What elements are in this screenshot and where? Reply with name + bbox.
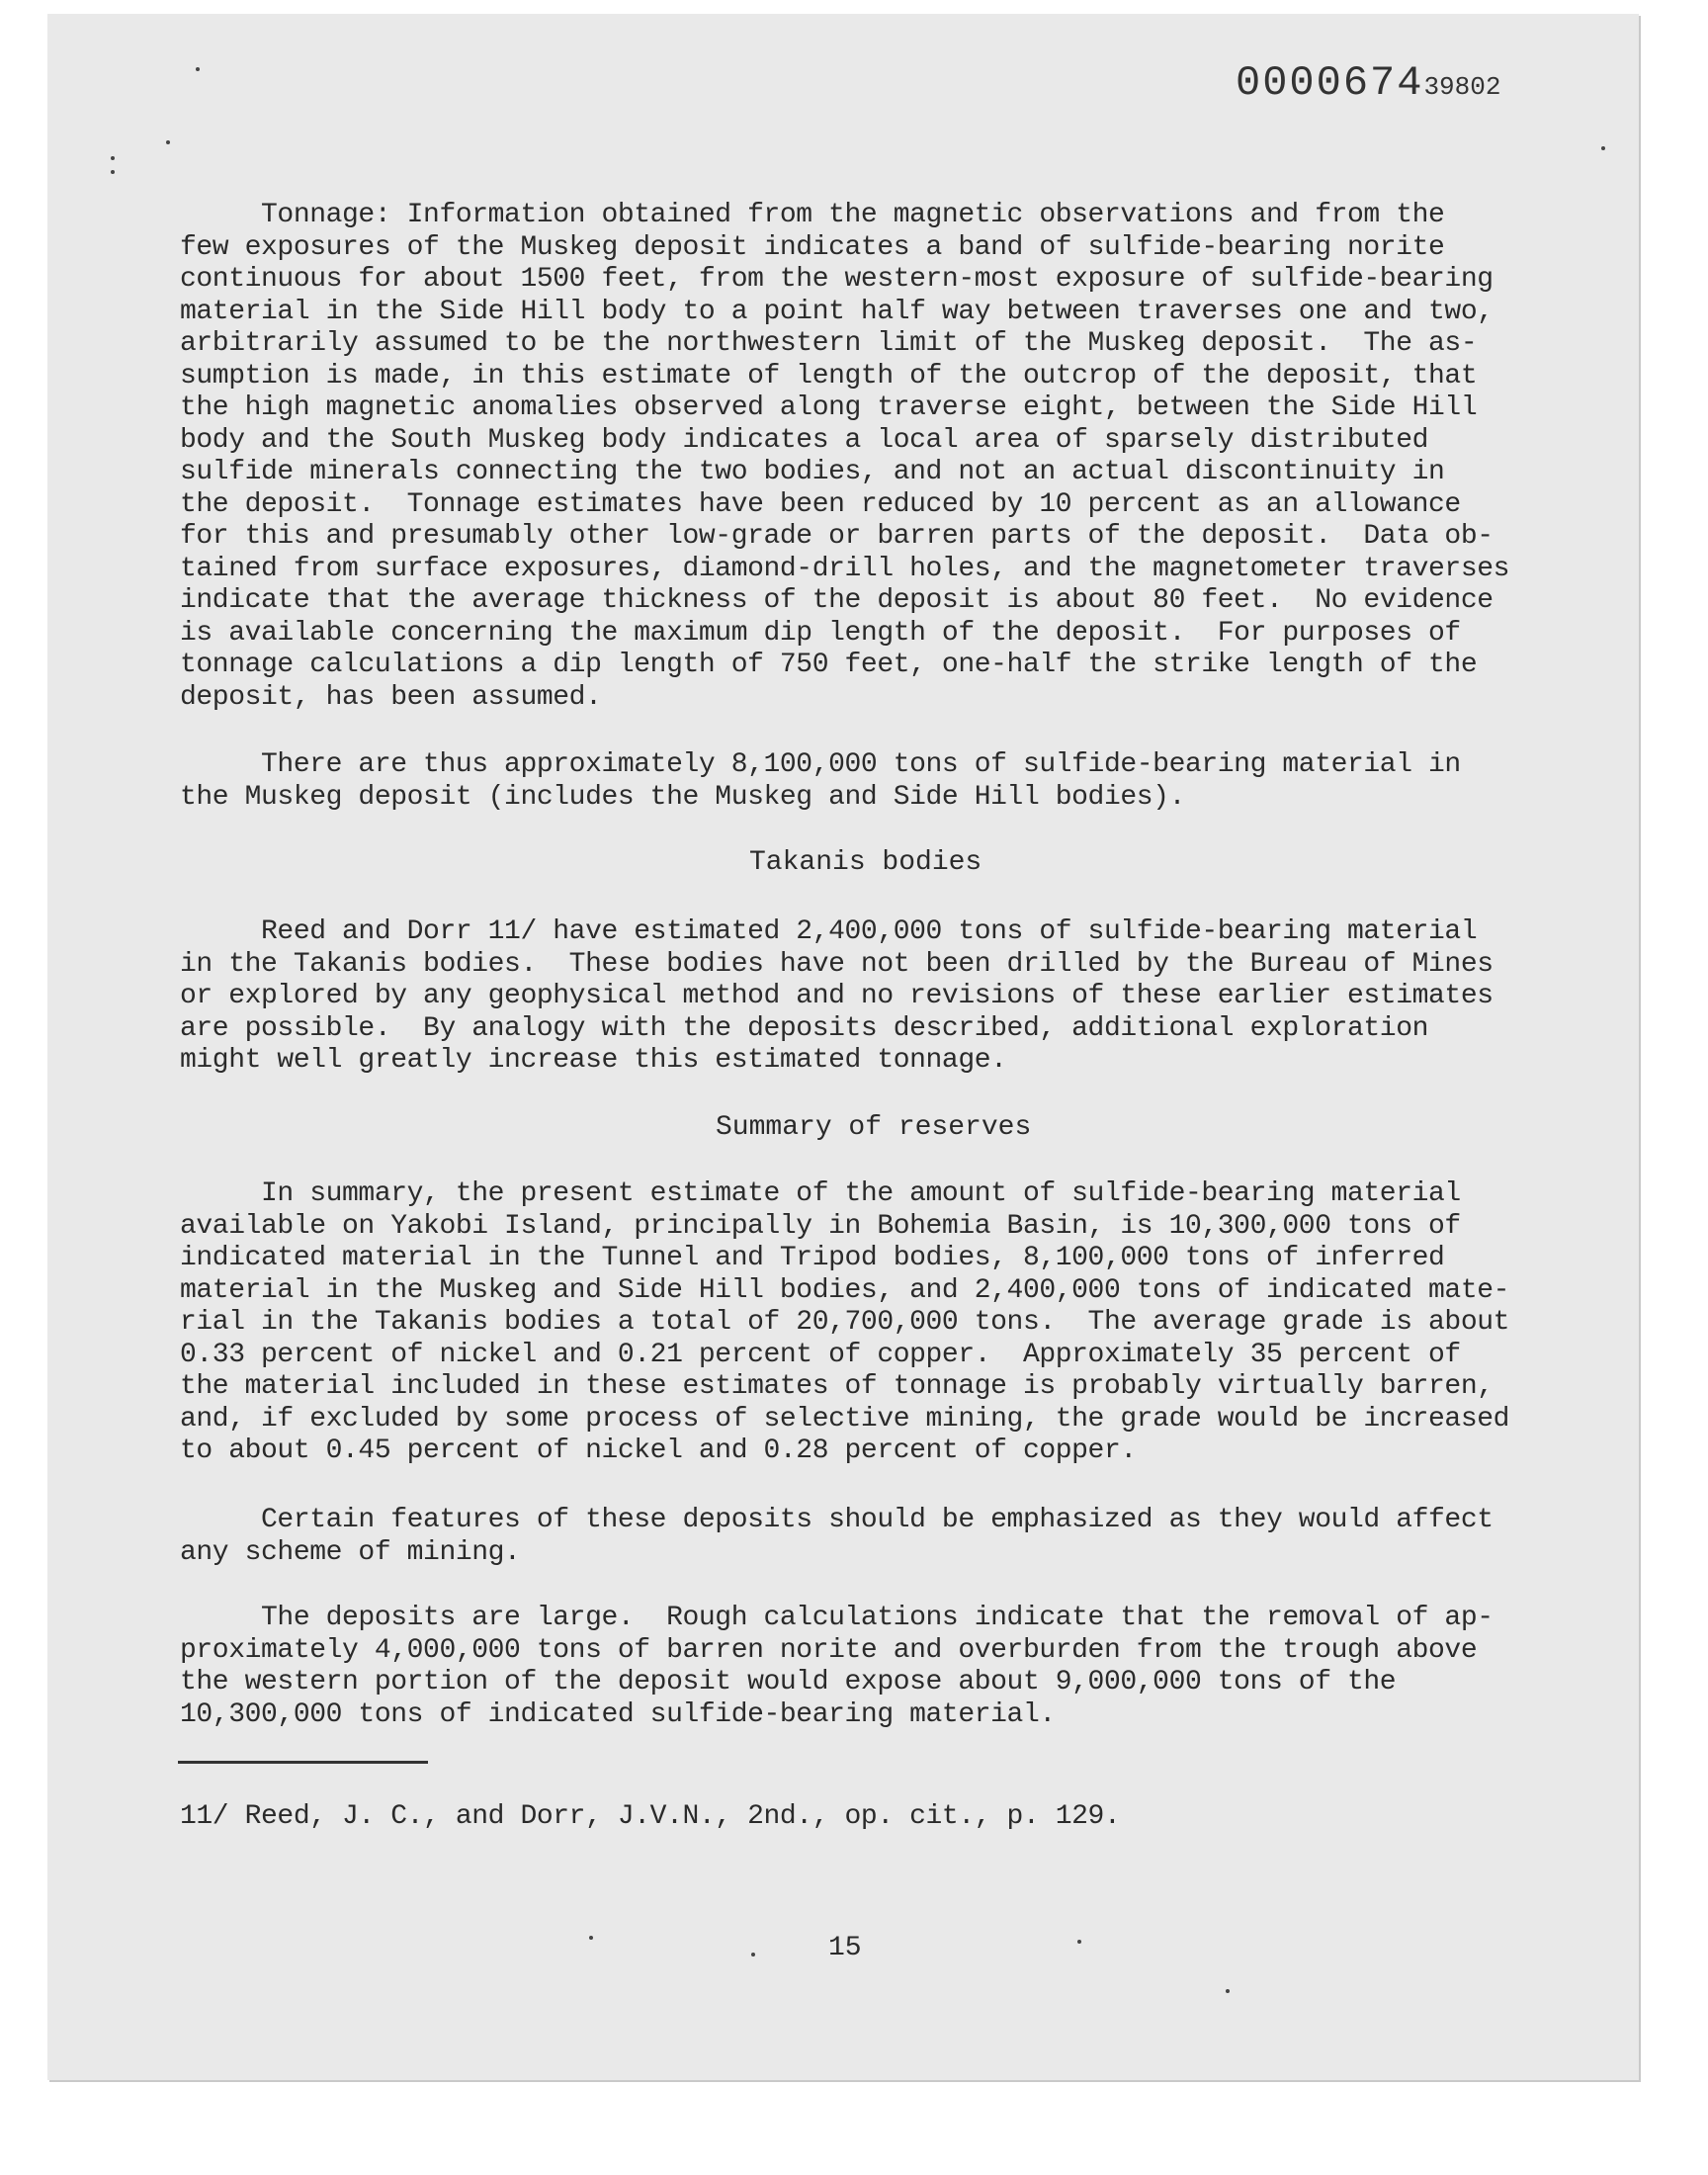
- muskeg-total-paragraph-text: There are thus approximately 8,100,000 tons of sulfide-bearing material in the Muskeg deposit (includes the Muskeg and Side Hill bodies).: [180, 749, 1461, 813]
- takanis-paragraph-text: Reed and Dorr 11/ have estimated 2,400,000 tons of sulfide-bearing material in the Takanis bodies. These bodies have not been drilled by the Bureau of Mines or explored by any geophysical method and no revisions of these earlier estimates are possible. By analogy with the deposits described, additional exploration might well greatly increase this estimated tonnage.: [180, 916, 1494, 1076]
- scan-speck: [196, 67, 200, 71]
- document-number: 0000674: [1236, 59, 1424, 107]
- scan-speck: [1226, 1989, 1230, 1993]
- takanis-paragraph: [180, 916, 1494, 1078]
- summary-heading: Summary of reserves: [716, 1112, 1032, 1143]
- page-number: 15: [828, 1933, 862, 1963]
- scan-speck: [751, 1953, 755, 1957]
- features-paragraph: [180, 1505, 1494, 1569]
- footnote-divider: [178, 1761, 428, 1764]
- deposits-paragraph-text: The deposits are large. Rough calculations indicate that the removal of ap- proximately 4,000,000 tons of barren norite and overburden from the trough above the western portion of the deposit would expose about 9,000,000 tons of the 10,300,000 tons of indicated sulfide-bearing material.: [180, 1603, 1494, 1730]
- summary-paragraph-text: In summary, the present estimate of the amount of sulfide-bearing material available on Yakobi Island, principally in Bohemia Basin, is 10,300,000 tons of indicated material in the Tunnel and Tripod bodies, 8,100,000 tons of inferred material in the Muskeg and Side Hill bodies, and 2,400,000 tons of indicated mate- rial in the Takanis bodies a total of 20,700,000 tons. The average grade is about 0.33 percent of nickel and 0.21 percent of copper. Approximately 35 percent of the material included in these estimates of tonnage is probably virtually barren, and, if excluded by some process of selective mining, the grade would be increased to about 0.45 percent of nickel and 0.28 percent of copper.: [180, 1178, 1510, 1466]
- scan-speck: [1601, 146, 1605, 150]
- tonnage-paragraph-text: Tonnage: Information obtained from the magnetic observations and from the few exposures of the Muskeg deposit indicates a band of sulfide-bearing norite continuous for about 1500 feet, from the western-most exposure of sulfide-bearing material in the Side Hill body to a point half way between traverses one and two, arbitrarily assumed to be the northwestern limit of the Muskeg deposit. The as- sumption is made, in this estimate of length of the outcrop of the deposit, that the high magnetic anomalies observed along traverse eight, between the Side Hill body and the South Muskeg body indicates a local area of sparsely distributed sulfide minerals connecting the two bodies, and not an actual discontinuity in the deposit. Tonnage estimates have been reduced by 10 percent as an allowance for this and presumably other low-grade or barren parts of the deposit. Data ob- tained from surface exposures, diamond-drill holes, and the magnetometer traverses indicate that the average thickness of the deposit is about 80 feet. No evidence is available concerning the maximum dip length of the deposit. For purposes of tonnage calculations a dip length of 750 feet, one-half the strike length of the deposit, has been assumed.: [180, 200, 1510, 713]
- scan-speck: [166, 140, 170, 144]
- footnote-text: 11/ Reed, J. C., and Dorr, J.V.N., 2nd., op. cit., p. 129.: [180, 1801, 1121, 1832]
- scan-speck: [1077, 1940, 1081, 1944]
- takanis-heading: Takanis bodies: [749, 847, 982, 878]
- document-number-stamp: [1236, 59, 1500, 107]
- scan-speck: [111, 170, 115, 174]
- footnote: [180, 1801, 1120, 1834]
- scan-speck: [111, 156, 115, 160]
- document-number-suffix: 39802: [1423, 72, 1501, 102]
- scan-speck: [589, 1936, 593, 1940]
- summary-paragraph: [180, 1178, 1509, 1468]
- features-paragraph-text: Certain features of these deposits should be emphasized as they would affect any scheme of mining.: [180, 1505, 1494, 1568]
- deposits-paragraph: [180, 1603, 1494, 1731]
- muskeg-total-paragraph: [180, 749, 1461, 814]
- tonnage-paragraph: [180, 200, 1509, 714]
